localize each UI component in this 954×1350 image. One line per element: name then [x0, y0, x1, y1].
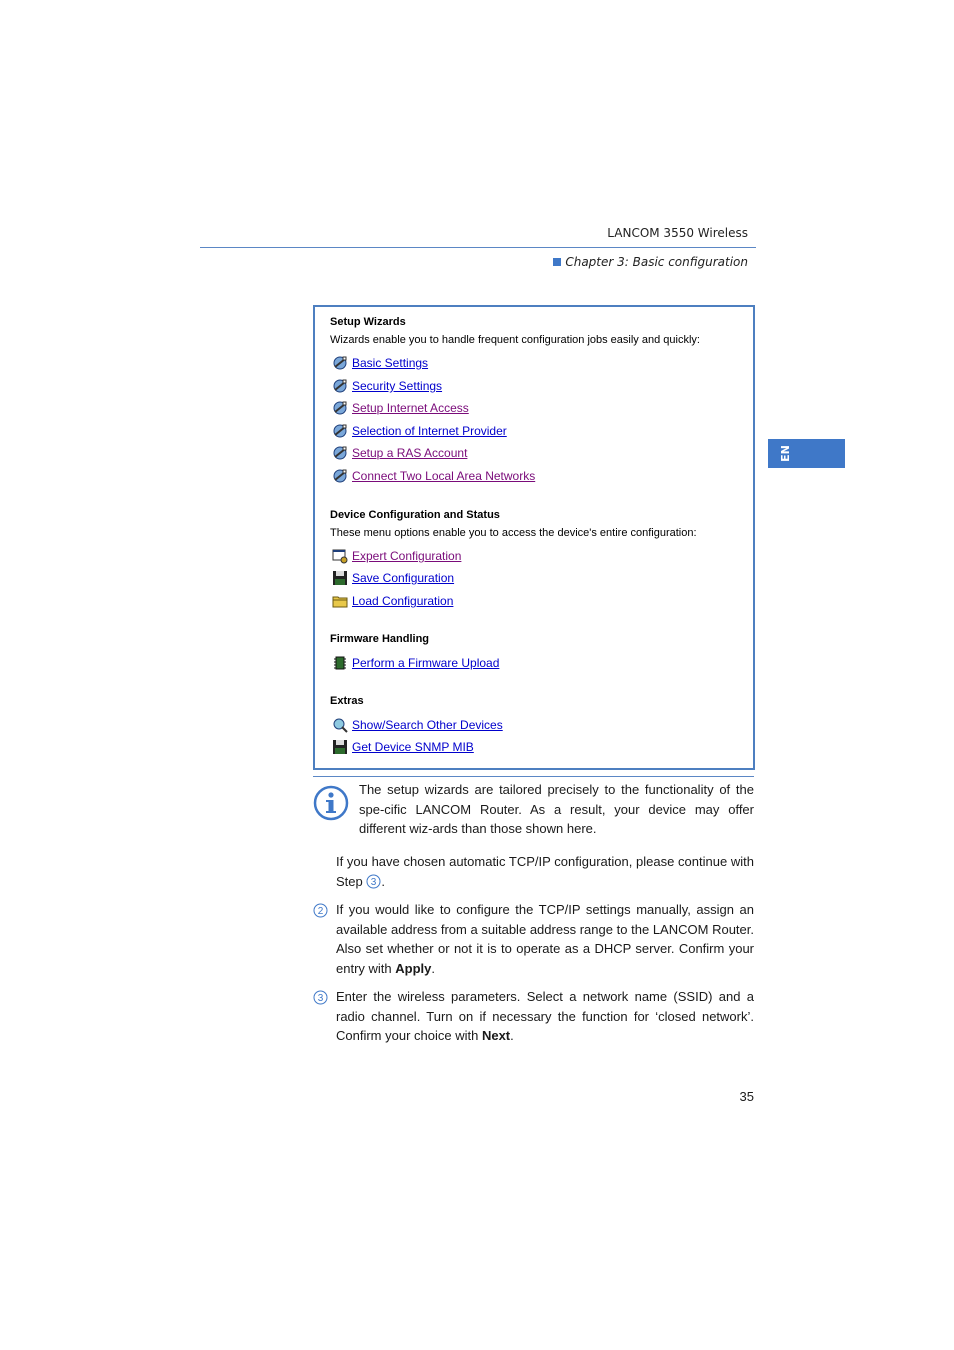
- link-firmware-upload[interactable]: [332, 654, 499, 672]
- link-get-snmp-mib[interactable]: [332, 738, 474, 756]
- info-note-text: The setup wizards are tailored precisely to the functionality of the spe-cific LANCOM Router. As a result, your device may offer different wiz-ards than those shown here.: [359, 782, 754, 836]
- apply-keyword: Apply: [395, 960, 432, 976]
- step-2-body: If you would like to configure the TCP/IP settings manually, assign an available address from a suitable address range to the LANCOM Router. Also set whether or not it is to operate as a DHCP server. Confirm your entry with: [336, 902, 754, 976]
- link-connect-two-lans[interactable]: [332, 467, 535, 485]
- link-expert-configuration[interactable]: [332, 547, 461, 565]
- section-title-device-config: Device Configuration and Status: [330, 509, 500, 521]
- next-keyword: Next: [481, 1028, 511, 1043]
- header-chapter: [553, 255, 748, 269]
- wizard-icon: [332, 445, 348, 461]
- link-security-settings[interactable]: [332, 377, 442, 395]
- svg-text:3: 3: [371, 876, 377, 888]
- section-desc-device-config: These menu options enable you to access the device's entire configuration:: [330, 527, 697, 539]
- svg-text:2: 2: [317, 906, 324, 917]
- language-tab: [768, 439, 845, 468]
- section-title-setup-wizards: Setup Wizards: [330, 316, 406, 328]
- link-label[interactable]: Expert Configuration: [352, 549, 462, 563]
- section-title-extras: Extras: [330, 695, 364, 707]
- link-label[interactable]: Security Settings: [352, 379, 443, 393]
- link-label[interactable]: Selection of Internet Provider: [352, 424, 507, 438]
- step-2-end: .: [431, 960, 436, 976]
- link-label[interactable]: Setup Internet Access: [352, 401, 469, 415]
- link-setup-ras-account[interactable]: [332, 444, 467, 462]
- paragraph-automatic-tcpip: [336, 852, 754, 891]
- section-desc-setup-wizards: Wizards enable you to handle frequent configuration jobs easily and quickly:: [330, 334, 700, 346]
- link-setup-internet-access[interactable]: [332, 399, 469, 417]
- note-rule: [313, 776, 754, 777]
- wizard-icon: [332, 423, 348, 439]
- link-label[interactable]: Setup a RAS Account: [352, 446, 468, 460]
- wizard-icon: [332, 378, 348, 394]
- search-device-icon: [332, 717, 348, 733]
- link-save-configuration[interactable]: [332, 569, 454, 587]
- link-label[interactable]: Basic Settings: [352, 356, 429, 370]
- header-rule: [200, 247, 756, 248]
- config-window-icon: [332, 548, 348, 564]
- wizard-icon: [332, 400, 348, 416]
- paragraph-text: If you have chosen automatic TCP/IP configuration, please continue with Step: [336, 854, 754, 889]
- step-3-body: Enter the wireless parameters. Select a network name (SSID) and a radio channel. Turn on if necessary the function for ‘closed network’. Confirm your choice with: [336, 989, 754, 1043]
- chapter-marker: [553, 258, 561, 266]
- link-load-configuration[interactable]: [332, 592, 453, 610]
- section-title-firmware: Firmware Handling: [330, 633, 430, 645]
- wizard-icon: [332, 355, 348, 371]
- chip-icon: [332, 655, 348, 671]
- chapter-label: Chapter 3: Basic configuration: [565, 255, 748, 269]
- link-label[interactable]: Show/Search Other Devices: [352, 718, 503, 732]
- link-basic-settings[interactable]: [332, 354, 428, 372]
- info-icon: [313, 785, 349, 821]
- page-number: 35: [739, 1089, 754, 1104]
- link-label[interactable]: Get Device SNMP MIB: [352, 740, 474, 754]
- link-show-search-devices[interactable]: [332, 716, 503, 734]
- link-label[interactable]: Load Configuration: [352, 594, 454, 608]
- setup-wizard-screenshot: [313, 305, 755, 770]
- step-3-text: [336, 987, 754, 1046]
- folder-icon: [332, 593, 348, 609]
- header-product: LANCOM 3550 Wireless: [607, 226, 748, 240]
- svg-text:3: 3: [317, 993, 324, 1004]
- link-label[interactable]: Perform a Firmware Upload: [352, 656, 500, 670]
- wizard-icon: [332, 468, 348, 484]
- step-3-end: .: [510, 1028, 514, 1043]
- link-selection-internet-provider[interactable]: [332, 422, 507, 440]
- step-2-icon: [313, 903, 328, 918]
- floppy-disk-icon: [332, 570, 348, 586]
- step-3-ref-icon: [366, 874, 381, 889]
- paragraph-end: .: [381, 873, 385, 889]
- floppy-disk-icon: [332, 739, 348, 755]
- step-3-icon: [313, 990, 328, 1005]
- language-tab-label: EN: [778, 445, 792, 462]
- step-2-text: [336, 900, 754, 978]
- link-label[interactable]: Connect Two Local Area Networks: [352, 469, 536, 483]
- link-label[interactable]: Save Configuration: [352, 571, 455, 585]
